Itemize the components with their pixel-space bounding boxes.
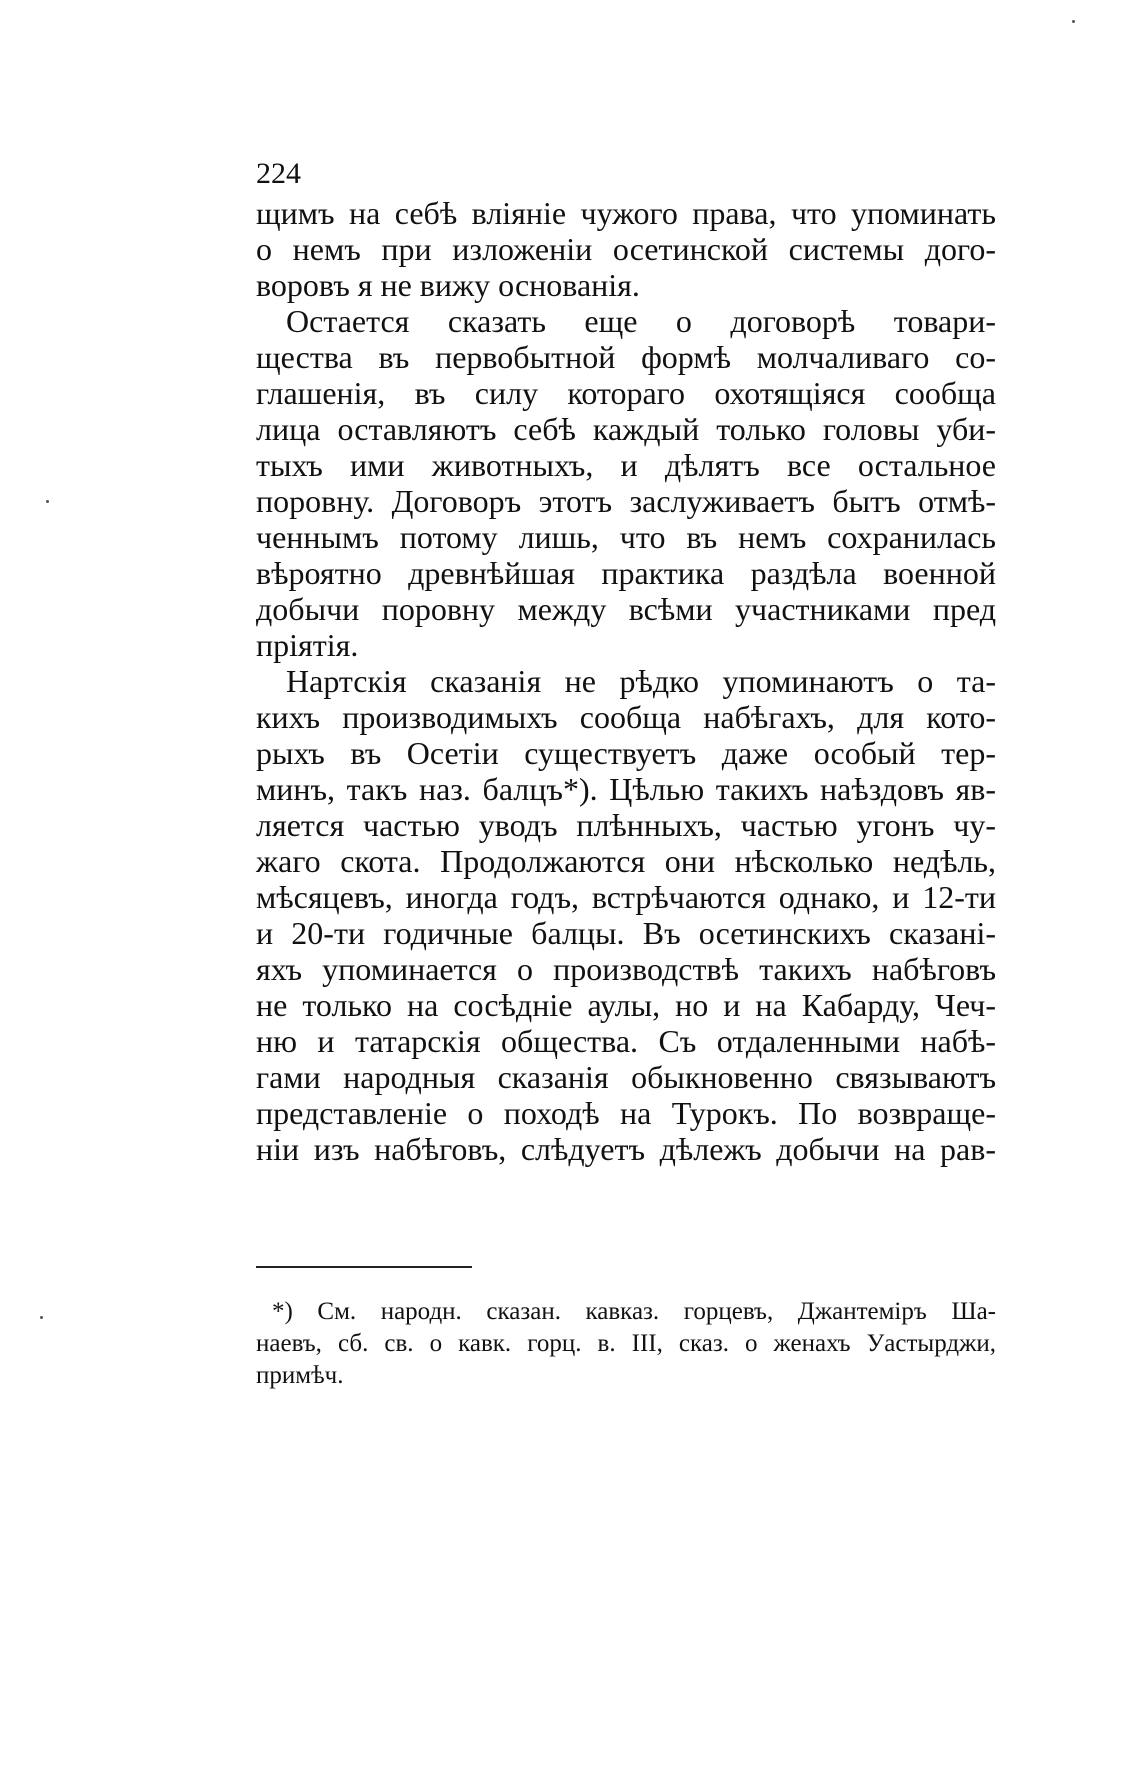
text-line: о немъ при изложеніи осетинской системы дого-: [256, 231, 996, 267]
text-line: лица оставляютъ себѣ каждый только головы уби-: [256, 411, 996, 447]
scan-speck: [46, 500, 49, 503]
footnote-line: наевъ, сб. св. о кавк. горц. в. III, сказ. о женахъ Уастырджи,: [256, 1330, 996, 1357]
scan-speck: [1072, 20, 1075, 23]
text-line: мѣсяцевъ, иногда годъ, встрѣчаются однако, и 12-ти: [256, 879, 996, 915]
page-number: 224: [256, 157, 301, 190]
text-line: минъ, такъ наз. балцъ*). Цѣлью такихъ наѣздовъ яв-: [256, 771, 996, 807]
footnote-divider: [256, 1266, 472, 1268]
text-line: рыхъ въ Осетіи существуетъ даже особый тер-: [256, 735, 996, 771]
text-line: вѣроятно древнѣйшая практика раздѣла военной: [256, 555, 996, 591]
text-line: яхъ упоминается о производствѣ такихъ набѣговъ: [256, 951, 996, 987]
text-line: ніи изъ набѣговъ, слѣдуетъ дѣлежъ добычи на рав-: [256, 1131, 996, 1167]
text-line: жаго скота. Продолжаются они нѣсколько недѣль,: [256, 843, 996, 879]
text-line: тыхъ ими животныхъ, и дѣлятъ все остальное: [256, 447, 996, 483]
text-line: гами народныя сказанія обыкновенно связываютъ: [256, 1059, 996, 1095]
text-line: щества въ первобытной формѣ молчаливаго со-: [256, 339, 996, 375]
text-line: не только на сосѣдніе аулы, но и на Кабарду, Чеч-: [256, 987, 996, 1023]
text-line: ченнымъ потому лишь, что въ немъ сохранилась: [256, 519, 996, 555]
paragraph-start-line: Нартскія сказанія не рѣдко упоминаютъ о та-: [286, 663, 996, 699]
text-line: и 20-ти годичные балцы. Въ осетинскихъ сказані-: [256, 915, 996, 951]
text-line: ляется частью уводъ плѣнныхъ, частью угонъ чу-: [256, 807, 996, 843]
text-line: щимъ на себѣ вліяніе чужого права, что упоминать: [256, 195, 996, 231]
text-line: представленіе о походѣ на Турокъ. По возвраще-: [256, 1095, 996, 1131]
text-line: кихъ производимыхъ сообща набѣгахъ, для кото-: [256, 699, 996, 735]
text-line: ню и татарскія общества. Съ отдаленными набѣ-: [256, 1023, 996, 1059]
scan-speck: [40, 1316, 43, 1319]
text-line: глашенія, въ силу котораго охотящіяся сообща: [256, 375, 996, 411]
text-line: пріятія.: [256, 627, 359, 663]
text-line: воровъ я не вижу основанія.: [256, 267, 640, 303]
footnote-line: *) См. народн. сказан. кавказ. горцевъ, Джантеміръ Ша-: [272, 1298, 996, 1325]
text-line: добычи поровну между всѣми участниками пред: [256, 591, 996, 627]
paragraph-start-line: Остается сказать еще о договорѣ товари-: [286, 303, 996, 339]
footnote-line: примѣч.: [256, 1362, 344, 1389]
text-line: поровну. Договоръ этотъ заслуживаетъ бытъ отмѣ-: [256, 483, 996, 519]
